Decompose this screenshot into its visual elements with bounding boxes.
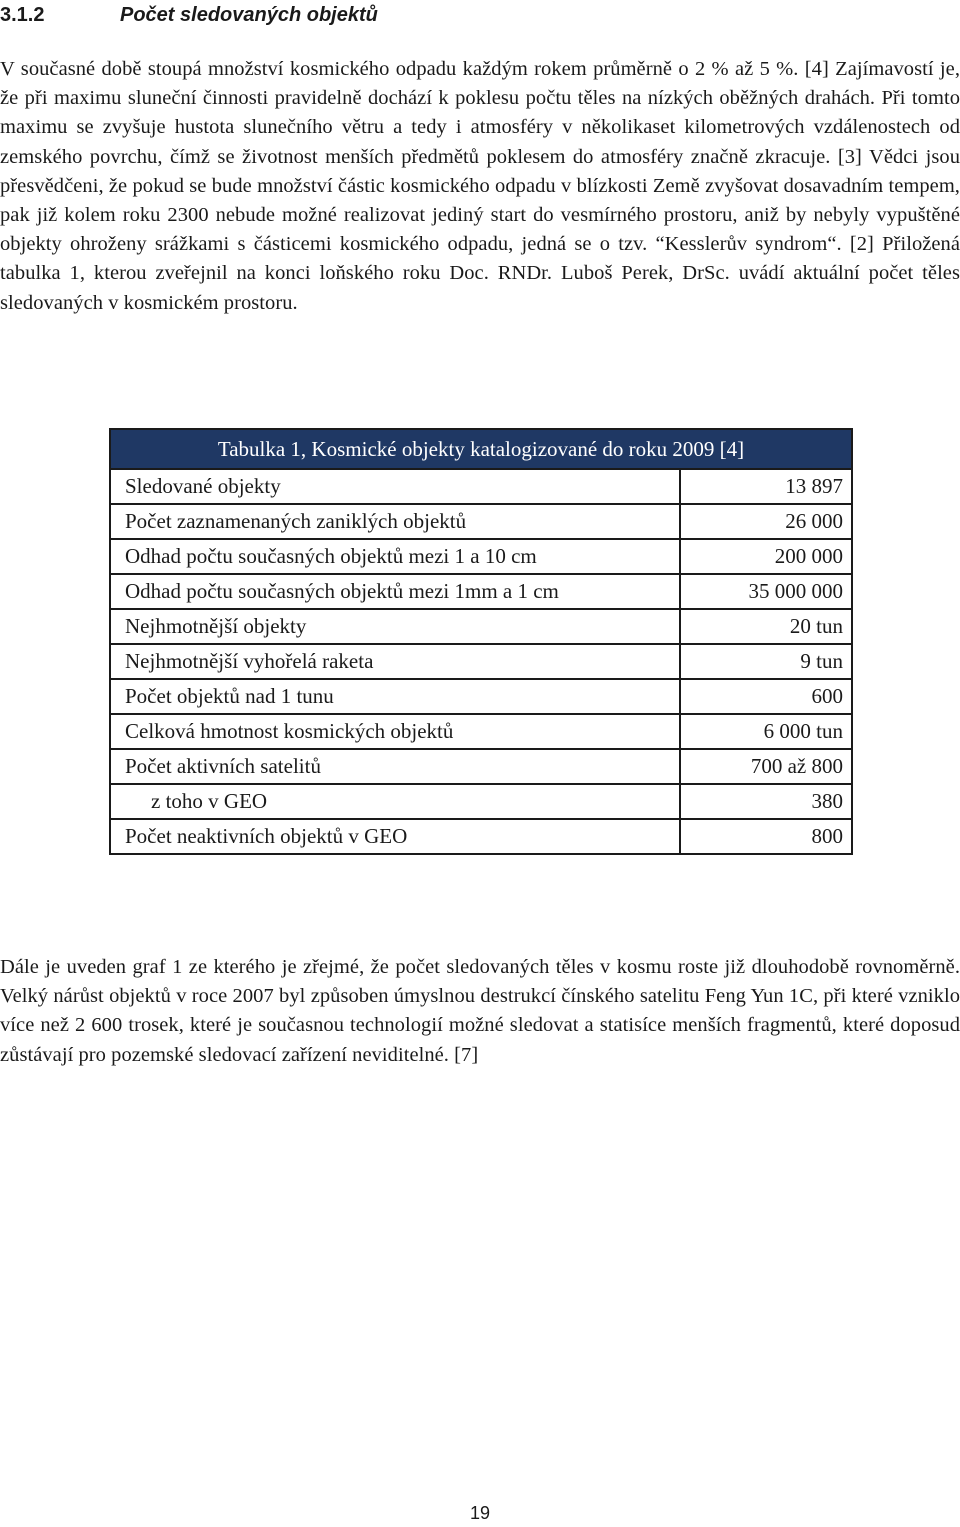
table-row <box>110 714 852 749</box>
section-title: Počet sledovaných objektů <box>120 4 378 26</box>
row-value: 800 <box>680 819 852 854</box>
row-label: Počet objektů nad 1 tunu <box>110 679 680 714</box>
table-row <box>110 504 852 539</box>
section-heading <box>0 0 960 30</box>
table-row <box>110 749 852 784</box>
page-number: 19 <box>469 1503 491 1523</box>
row-label: Celková hmotnost kosmických objektů <box>110 714 680 749</box>
table-row <box>110 679 852 714</box>
row-label: Nejhmotnější objekty <box>110 609 680 644</box>
row-value: 9 tun <box>680 644 852 679</box>
table-row <box>110 784 852 819</box>
row-value: 600 <box>680 679 852 714</box>
row-value: 380 <box>680 784 852 819</box>
row-label: Počet zaznamenaných zaniklých objektů <box>110 504 680 539</box>
row-label: Odhad počtu současných objektů mezi 1mm a 1 cm <box>110 574 680 609</box>
space-objects-table <box>109 428 853 855</box>
row-value: 26 000 <box>680 504 852 539</box>
row-value: 700 až 800 <box>680 749 852 784</box>
table-row <box>110 819 852 854</box>
table-row <box>110 609 852 644</box>
row-label: Nejhmotnější vyhořelá raketa <box>110 644 680 679</box>
table-row <box>110 574 852 609</box>
row-label: Počet neaktivních objektů v GEO <box>110 819 680 854</box>
table-row <box>110 539 852 574</box>
table-row <box>110 469 852 504</box>
row-label: z toho v GEO <box>110 784 680 819</box>
row-value: 13 897 <box>680 469 852 504</box>
row-label: Sledované objekty <box>110 469 680 504</box>
row-value: 200 000 <box>680 539 852 574</box>
section-number: 3.1.2 <box>0 4 45 26</box>
row-value: 20 tun <box>680 609 852 644</box>
body-paragraph-2: Dále je uveden graf 1 ze kterého je zřejmé, že počet sledovaných těles v kosmu roste již dlouhodobě rovnoměrně. Velký nárůst objektů v roce 2007 byl způsoben úmyslnou destrukcí čínského satelitu Feng Yun 1C, při které vzniklo více než 2 600 trosek, které je současnou technologií možné sledovat a statisíce menších fragmentů, které doposud zůstávají pro pozemské sledovací zařízení neviditelné. [7] <box>0 956 960 1066</box>
row-value: 6 000 tun <box>680 714 852 749</box>
table-caption-row <box>110 429 852 469</box>
row-value: 35 000 000 <box>680 574 852 609</box>
body-paragraph-1: V současné době stoupá množství kosmického odpadu každým rokem průměrně o 2 % až 5 %. [4] Zajímavostí je, že při maximu sluneční činnosti pravidelně dochází k poklesu počtu těles na nízkých oběžných drahách. Při tomto maximu se zvyšuje hustota slunečního větru a tedy i atmosféry v několikaset kilometrových vzdálenostech od zemského povrchu, čímž se životnost menších předmětů poklesem do atmosféry značně zkracuje. [3] Vědci jsou přesvědčeni, že pokud se bude množství částic kosmického odpadu v blízkosti Země zvyšovat dosavadním tempem, pak již kolem roku 2300 nebude možné realizovat jediný start do vesmírného prostoru, aniž by nebyly vypuštěné objekty ohroženy srážkami s částicemi kosmického odpadu, jedná se o tzv. “Kesslerův syndrom“. [2] Přiložená tabulka 1, kterou zveřejnil na konci loňského roku Doc. RNDr. Luboš Perek, DrSc. uvádí aktuální počet těles sledovaných v kosmickém prostoru. <box>0 58 960 314</box>
row-label: Počet aktivních satelitů <box>110 749 680 784</box>
table-row <box>110 644 852 679</box>
table-caption: Tabulka 1, Kosmické objekty katalogizované do roku 2009 [4] <box>110 429 852 469</box>
row-label: Odhad počtu současných objektů mezi 1 a 10 cm <box>110 539 680 574</box>
